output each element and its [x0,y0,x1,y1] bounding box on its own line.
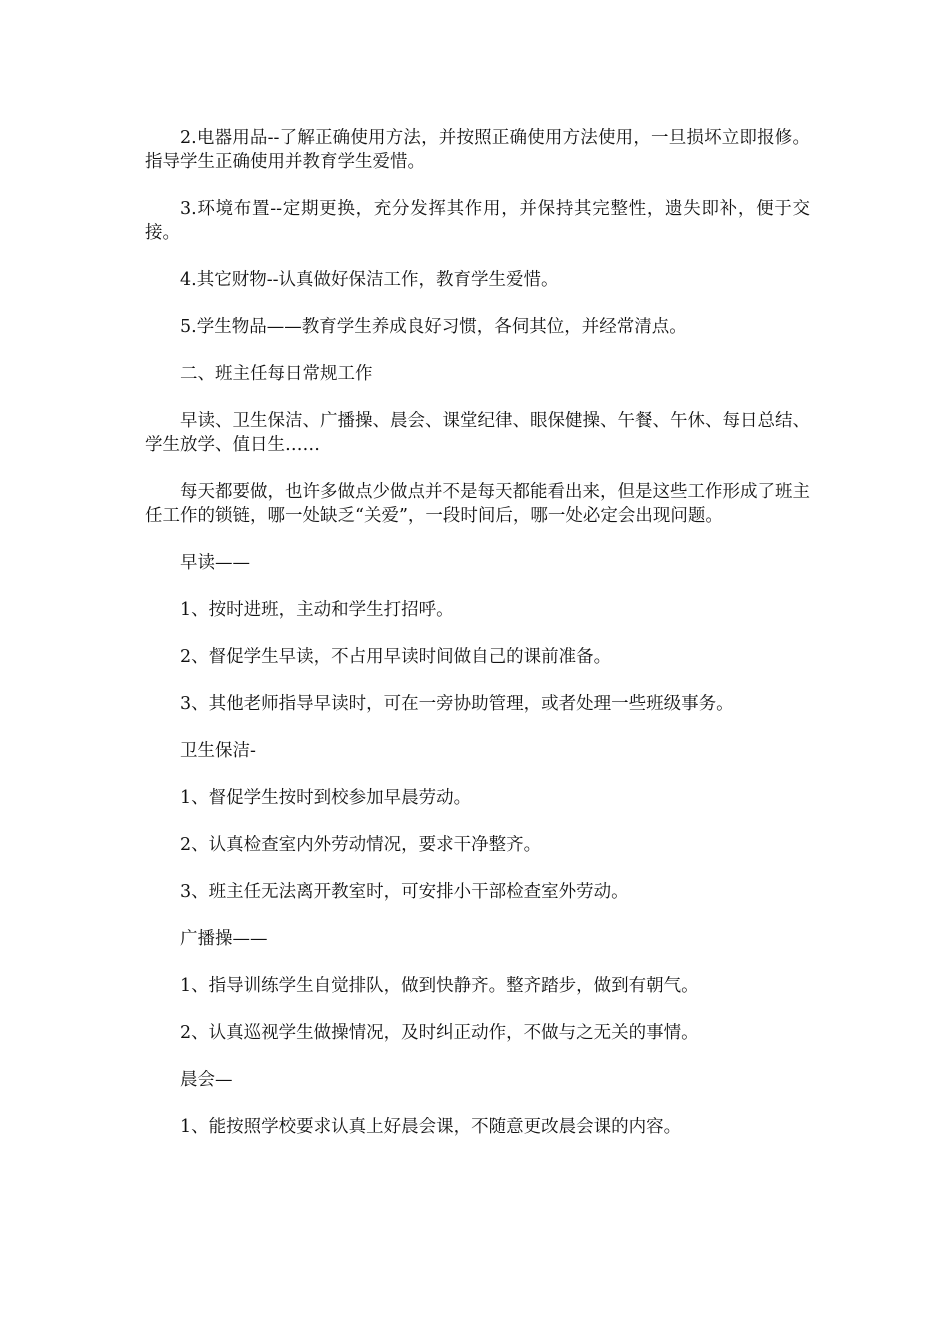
list-item: 2、认真巡视学生做操情况，及时纠正动作，不做与之无关的事情。 [180,1023,699,1043]
list-item: 2、认真检查室内外劳动情况，要求干净整齐。 [180,835,542,855]
list-item: 3、其他老师指导早读时，可在一旁协助管理，或者处理一些班级事务。 [180,694,734,714]
paragraph-electrical-items: 2.电器用品--了解正确使用方法，并按照正确使用方法使用，一旦损坏立即报修。指导学生正确使用并教育学生爱惜。 [145,128,810,172]
subheading-hygiene: 卫生保洁- [180,741,256,761]
paragraph-other-property: 4.其它财物--认真做好保洁工作，教育学生爱惜。 [180,270,559,290]
paragraph-environment-layout: 3.环境布置--定期更换，充分发挥其作用，并保持其完整性，遗失即补，便于交接。 [145,199,810,243]
list-item: 1、能按照学校要求认真上好晨会课，不随意更改晨会课的内容。 [180,1117,682,1137]
subheading-morning-reading: 早读—— [180,553,250,573]
paragraph-student-items: 5.学生物品——教育学生养成良好习惯，各伺其位，并经常清点。 [180,317,687,337]
paragraph-routine-importance: 每天都要做，也许多做点少做点并不是每天都能看出来，但是这些工作形成了班主任工作的锁链，哪一处缺乏“关爱”，一段时间后，哪一处必定会出现问题。 [145,482,810,526]
list-item: 1、督促学生按时到校参加早晨劳动。 [180,788,472,808]
section-heading-daily-routine: 二、班主任每日常规工作 [180,364,373,384]
list-item: 3、班主任无法离开教室时，可安排小干部检查室外劳动。 [180,882,629,902]
paragraph-routine-list: 早读、卫生保洁、广播操、晨会、课堂纪律、眼保健操、午餐、午休、每日总结、学生放学、值日生…… [145,411,810,455]
subheading-morning-meeting: 晨会— [180,1070,233,1090]
list-item: 2、督促学生早读，不占用早读时间做自己的课前准备。 [180,647,612,667]
document-body [145,126,810,1162]
list-item: 1、按时进班，主动和学生打招呼。 [180,600,454,620]
list-item: 1、指导训练学生自觉排队，做到快静齐。整齐踏步，做到有朝气。 [180,976,699,996]
subheading-broadcast-exercise: 广播操—— [180,929,268,949]
